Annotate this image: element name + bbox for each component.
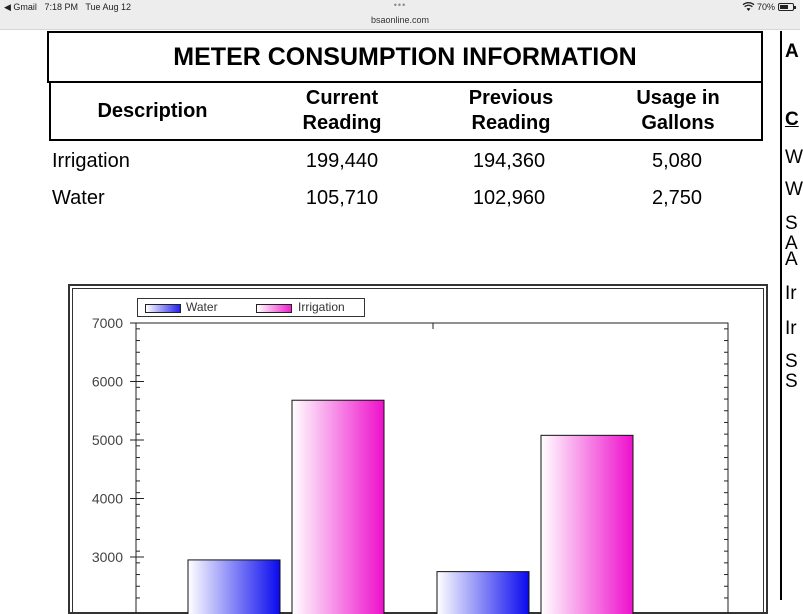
bar-water: [437, 572, 529, 614]
legend-label-water: Water: [186, 300, 218, 314]
right-panel-text: A: [785, 249, 798, 270]
row-usage: 5,080: [651, 150, 703, 172]
y-tick-label: 7000: [91, 315, 123, 331]
bar-irrigation: [541, 435, 633, 614]
row-description: Water: [52, 187, 105, 209]
header-current-reading: Current Reading: [302, 87, 382, 134]
meter-title: METER CONSUMPTION INFORMATION: [47, 31, 763, 83]
y-tick-label: 3000: [91, 549, 123, 565]
right-panel-text: Ir: [785, 318, 797, 339]
legend-swatch-irrigation: [256, 304, 292, 313]
y-tick-label: 4000: [91, 490, 123, 507]
right-panel-text: W: [785, 179, 803, 200]
header-previous-reading: Previous Reading: [468, 87, 554, 134]
chart-plot-area: [92, 315, 728, 614]
address-bar-url[interactable]: bsaonline.com: [370, 15, 430, 25]
right-panel-text: S: [785, 351, 798, 372]
right-panel-text: S: [785, 371, 798, 392]
header-usage-gallons: Usage in Gallons: [636, 87, 720, 134]
legend-swatch-water: [145, 304, 181, 313]
row-current: 199,440: [305, 150, 379, 172]
bar-irrigation: [292, 400, 384, 614]
right-panel-text: S: [785, 213, 798, 234]
right-panel-text: Ir: [785, 283, 797, 304]
header-description: Description: [97, 99, 208, 122]
right-panel-text: W: [785, 147, 803, 168]
y-tick-label: 5000: [91, 432, 123, 448]
right-panel-text: A: [785, 41, 799, 62]
bar-water: [188, 560, 280, 614]
row-previous: 102,960: [472, 187, 546, 209]
row-description: Irrigation: [52, 150, 130, 172]
status-date: Tue Aug 12: [85, 2, 132, 12]
battery-percent: 70%: [756, 2, 775, 12]
right-panel-text: C: [785, 109, 799, 130]
legend-label-irrigation: Irrigation: [298, 300, 345, 314]
row-usage: 2,750: [651, 187, 703, 209]
row-current: 105,710: [305, 187, 379, 209]
status-time: 7:18 PM: [44, 2, 78, 12]
right-panel-text: A: [785, 233, 798, 254]
y-tick-label: 6000: [91, 373, 123, 390]
multitasking-dots[interactable]: •••: [393, 0, 407, 10]
row-previous: 194,360: [472, 150, 546, 172]
back-to-app-link[interactable]: ◀ Gmail: [4, 2, 37, 12]
chart-legend: [137, 298, 365, 317]
